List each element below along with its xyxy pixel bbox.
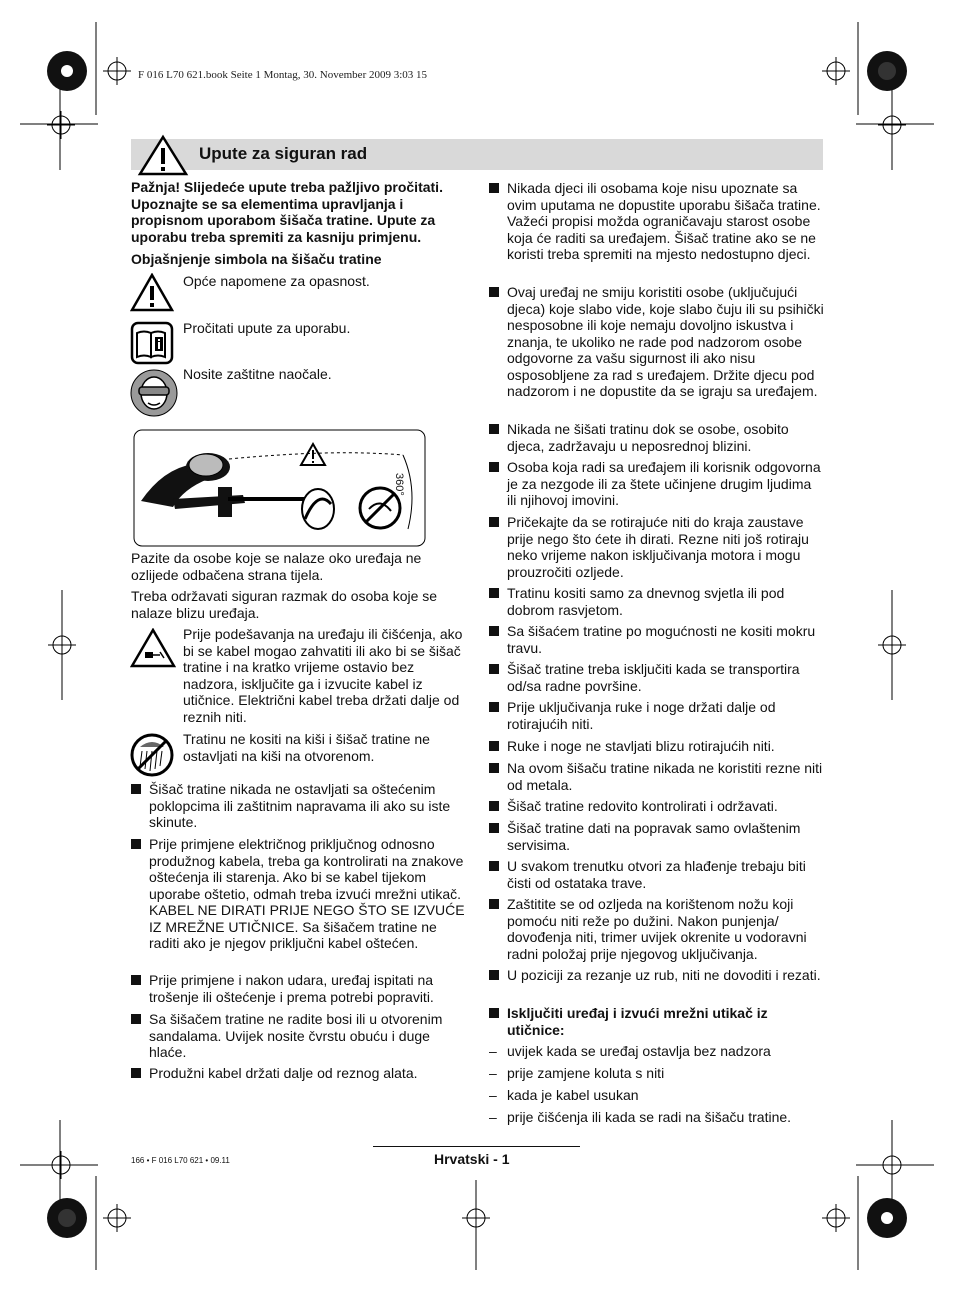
- dash-item: – uvijek kada se uređaj ostavlja bez nadzora: [489, 1043, 771, 1059]
- no-rain-icon: [130, 733, 174, 777]
- footer-code: 166 • F 016 L70 621 • 09.11: [131, 1156, 230, 1165]
- warning-triangle-icon: [137, 134, 189, 176]
- dash-item: – prije čišćenja ili kada se radi na šišaču tratine.: [489, 1109, 792, 1125]
- safety-goggles-icon: [130, 369, 178, 417]
- read-manual-icon: [130, 321, 174, 365]
- unplug-warning-icon: [130, 628, 176, 668]
- list-item-unplug: Isključiti uređaj i izvući mrežni utikač iz utičnice:: [489, 1005, 824, 1038]
- list-item: Prije uključivanja ruke i noge držati dalje od rotirajućih niti.: [489, 699, 824, 732]
- symbol-text-danger: Opće napomene za opasnost.: [183, 273, 370, 289]
- list-item: Prije primjene električnog priključnog odnosno produžnog kabela, treba ga kontrolirati na znakove oštećenja ili starenja. Ako bi se kabel tijekom uporabe oštetio, odmah treba izvući mrežni utikač. KABEL NE DIRATI PRIJE NEGO ŠTO SE IZVUĆE IZ MREŽNE UTIČNICE. Sa šišačem tratine ne raditi ako je njegov priključni kabel oštećen.: [131, 836, 465, 952]
- paragraph-distance: Treba održavati siguran razmak do osoba koje se nalaze blizu uređaja.: [131, 588, 438, 621]
- list-item: Šišač tratine treba isključiti kada se transportira od/sa radne površine.: [489, 661, 824, 694]
- list-item: U svakom trenutku otvori za hlađenje trebaju biti čisti od ostataka trave.: [489, 858, 824, 891]
- list-item: Sa šišaćem tratine po mogućnosti ne kositi mokru travu.: [489, 623, 824, 656]
- list-item: Tratinu kositi samo za dnevnog svjetla ili pod dobrom rasvjetom.: [489, 585, 824, 618]
- paragraph-debris: Pazite da osobe koje se nalaze oko uređaja ne ozlijede odbačena strana tijela.: [131, 550, 422, 583]
- page-footer-language: Hrvatski - 1: [434, 1151, 510, 1167]
- rain-text: Tratinu ne kositi na kiši i šišač tratine ne ostavljati na kiši na otvorenom.: [183, 731, 430, 764]
- list-item: Prije primjene i nakon udara, uređaj ispitati na trošenje ili oštećenje i prema potrebi popraviti.: [131, 972, 465, 1005]
- intro-warning: Pažnja! Slijedeće upute treba pažljivo pročitati. Upoznajte se sa elementima upravljanja i propisnom uporabom šišača tratine. Upute za uporabu treba spremiti za kasniju primjenu.: [131, 179, 443, 245]
- footer-rule: [373, 1146, 580, 1147]
- list-item: Pričekajte da se rotirajuće niti do kraja zaustave prije nego što ćete ih dirati. Rezne niti još rotiraju neko vrijeme nakon isključivanja motora i mogu prouzročiti ozljede.: [489, 514, 824, 580]
- list-item: Šišač tratine nikada ne ostavljati sa oštećenim poklopcima ili zaštitnim napravama ili ako su iste skinute.: [131, 781, 465, 831]
- symbols-heading: Objašnjenje simbola na šišaču tratine: [131, 251, 382, 267]
- list-item: Nikada djeci ili osobama koje nisu upoznate sa ovim uputama ne dopustite uporabu šišača tratine. Važeći propisi možda ograničavaju starost osobe koja će raditi sa uređajem. Šišač tratine ako se ne koristi treba spremiti na mjesto nedostupno djeci.: [489, 180, 824, 263]
- warning-triangle-icon: [130, 273, 174, 313]
- list-item: Produžni kabel držati dalje od reznog alata.: [131, 1065, 465, 1082]
- list-item: Na ovom šišaču tratine nikada ne koristiti rezne niti od metala.: [489, 760, 824, 793]
- list-item: Šišač tratine dati na popravak samo ovlaštenim servisima.: [489, 820, 824, 853]
- list-item: Osoba koja radi sa uređajem ili korisnik odgovorna je za nezgode ili za štete učinjene drugim ljudima ili njihovoj imovini.: [489, 459, 824, 509]
- list-item: Ovaj uređaj ne smiju koristiti osobe (uključujući djeca) koje slabo vide, koje slabo čuju ili su psihički nesposobne ili koje nemaju dovoljno iskustva i znanja, te ukoliko ne rade pod nadzorom osobe odgovorne za vašu sigurnost ili ako nisu osposobljene za rad s uređajem. Držite djecu pod nadzorom i ne dopustite da se igraju sa uređajem.: [489, 284, 824, 400]
- section-title: Upute za siguran rad: [199, 144, 368, 163]
- unplug-text: Prije podešavanja na uređaju ili čišćenja, ako bi se kabel mogao zahvatiti ili ako bi se šišač tratine i na kratko vrijeme ostavio bez nadzora, isključite ga i izvucite kabel iz utičnice. Električni kabel treba držati dalje od reznih niti.: [183, 626, 463, 725]
- symbol-text-manual: Pročitati upute za uporabu.: [183, 320, 351, 336]
- dash-item: – kada je kabel usukan: [489, 1087, 639, 1103]
- list-item: Nikada ne šišati tratinu dok se osobe, osobito djeca, zadržavaju u neposrednoj blizini.: [489, 421, 824, 454]
- file-header-line: F 016 L70 621.book Seite 1 Montag, 30. November 2009 3:03 15: [138, 69, 428, 81]
- figure-angle-label: 360°: [393, 473, 405, 496]
- dash-item: – prije zamjene koluta s niti: [489, 1065, 665, 1081]
- list-item: U poziciji za rezanje uz rub, niti ne dovoditi i rezati.: [489, 967, 824, 984]
- symbol-text-goggles: Nosite zaštitne naočale.: [183, 366, 332, 382]
- list-item: Sa šišačem tratine ne radite bosi ili u otvorenim sandalama. Uvijek nosite čvrstu obuću i duge hlaće.: [131, 1011, 465, 1061]
- trimmer-safety-figure: [133, 429, 427, 547]
- list-item: Ruke i noge ne stavljati blizu rotirajućih niti.: [489, 738, 824, 755]
- list-item: Zaštitite se od ozljeda na korištenom nožu koji pomoću niti reže po dužini. Nakon punjenja/ dovođenja niti, trimer uvijek okrenite u vodoravni radni položaj prije njegovog uključivanja.: [489, 896, 824, 962]
- list-item: Šišač tratine redovito kontrolirati i održavati.: [489, 798, 824, 815]
